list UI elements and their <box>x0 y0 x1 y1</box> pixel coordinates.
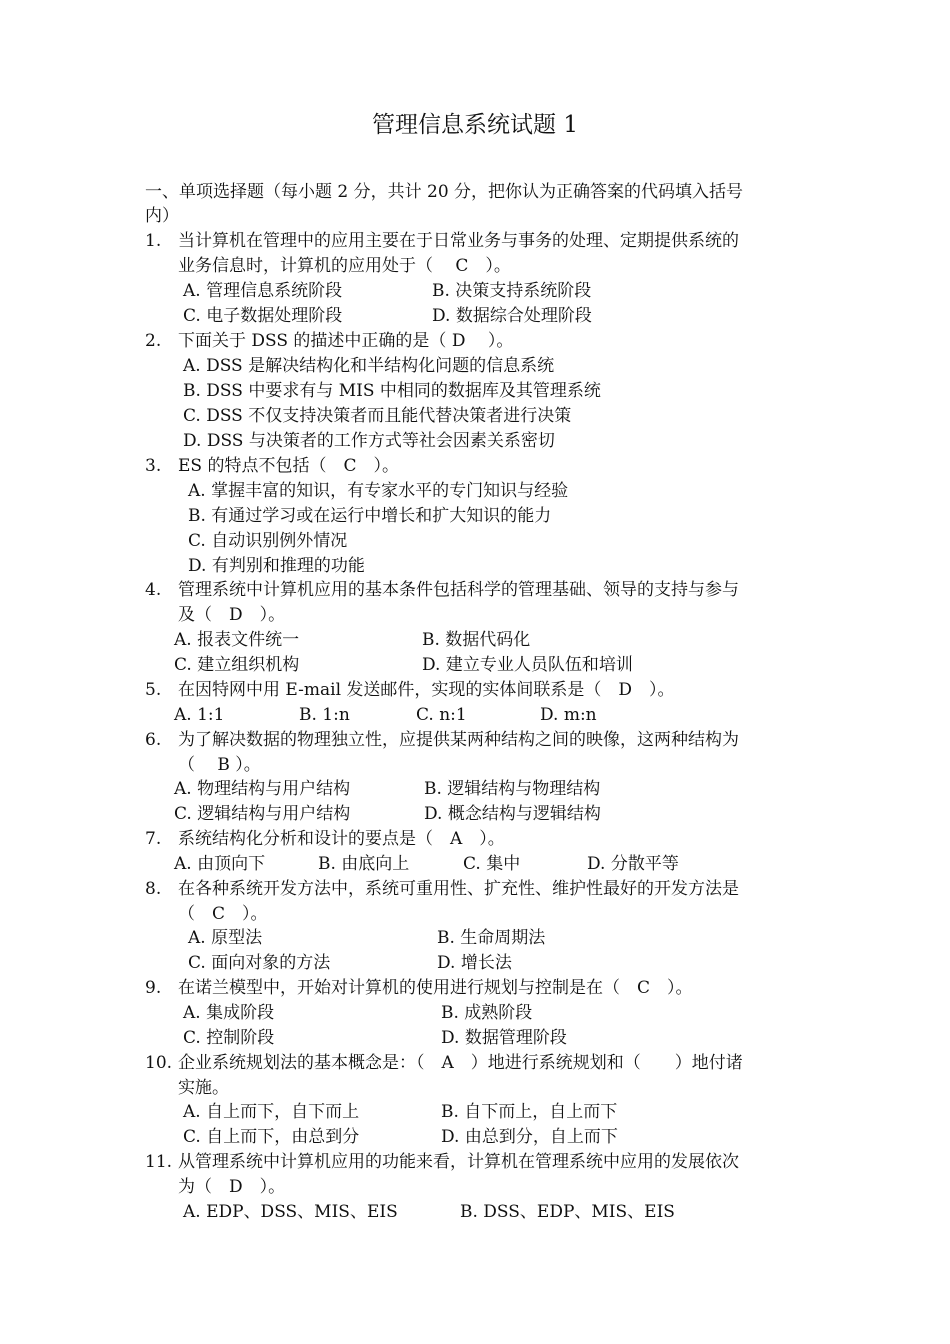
option-c: C. 控制阶段 <box>183 1028 275 1048</box>
option-d: D. 有判别和推理的功能 <box>188 556 365 576</box>
option-b: B. DSS 中要求有与 MIS 中相同的数据库及其管理系统 <box>183 381 601 401</box>
question-number: 2. <box>145 331 162 351</box>
option-a: A. 集成阶段 <box>183 1003 275 1023</box>
question-stem-line: 下面关于 DSS 的描述中正确的是（ D ）。 <box>178 331 514 351</box>
question-stem-line: 当计算机在管理中的应用主要在于日常业务与事务的处理、定期提供系统的 <box>178 231 739 251</box>
question-stem-line: （ B ）。 <box>178 755 261 775</box>
page-title: 管理信息系统试题 1 <box>372 112 578 138</box>
question-number: 5. <box>145 680 162 700</box>
question-stem-line: 企业系统规划法的基本概念是：（ A ）地进行系统规划和（ ）地付诸 <box>178 1053 743 1073</box>
question-stem-line: 在因特网中用 E-mail 发送邮件，实现的实体间联系是（ D ）。 <box>178 680 675 700</box>
question-stem-line: 在诺兰模型中，开始对计算机的使用进行规划与控制是在（ C ）。 <box>178 978 693 998</box>
question-stem-line: 从管理系统中计算机应用的功能来看，计算机在管理系统中应用的发展依次 <box>178 1152 739 1172</box>
option-c: C. n:1 <box>416 705 467 725</box>
option-a: A. 掌握丰富的知识，有专家水平的专门知识与经验 <box>188 481 569 501</box>
question-number: 10. <box>145 1053 173 1073</box>
option-c: C. 自上而下，由总到分 <box>183 1127 360 1147</box>
option-b: B. 生命周期法 <box>437 928 546 948</box>
option-d: D. 数据管理阶段 <box>441 1028 567 1048</box>
question-stem-line: 及（ D ）。 <box>178 605 286 625</box>
question-stem-line: 系统结构化分析和设计的要点是（ A ）。 <box>178 829 505 849</box>
option-d: D. 概念结构与逻辑结构 <box>424 804 601 824</box>
option-b: B. 自下而上，自上而下 <box>441 1102 618 1122</box>
option-a: A. 自上而下，自下而上 <box>183 1102 360 1122</box>
option-b: B. 1:n <box>299 705 350 725</box>
question-number: 9. <box>145 978 162 998</box>
option-a: A. 报表文件统一 <box>174 630 300 650</box>
question-number: 11. <box>145 1152 173 1172</box>
question-number: 6. <box>145 730 162 750</box>
option-b: B. 逻辑结构与物理结构 <box>424 779 601 799</box>
question-stem-line: 实施。 <box>178 1078 229 1098</box>
section-heading-line-1: 一、单项选择题（每小题 2 分，共计 20 分，把你认为正确答案的代码填入括号 <box>145 182 744 202</box>
option-b: B. 数据代码化 <box>422 630 531 650</box>
option-b: B. 由底向上 <box>318 854 410 874</box>
option-c: C. 建立组织机构 <box>174 655 300 675</box>
option-a: A. 由顶向下 <box>174 854 266 874</box>
option-c: C. 集中 <box>463 854 521 874</box>
option-d: D. 分散平等 <box>587 854 679 874</box>
option-c: C. DSS 不仅支持决策者而且能代替决策者进行决策 <box>183 406 572 426</box>
option-c: C. 自动识别例外情况 <box>188 531 348 551</box>
option-a: A. 管理信息系统阶段 <box>183 281 343 301</box>
option-a: A. 物理结构与用户结构 <box>174 779 351 799</box>
question-stem-line: （ C ）。 <box>178 904 268 924</box>
option-c: C. 面向对象的方法 <box>188 953 331 973</box>
question-number: 8. <box>145 879 162 899</box>
option-a: A. 1:1 <box>174 705 225 725</box>
option-d: D. m:n <box>540 705 597 725</box>
question-stem-line: 在各种系统开发方法中，系统可重用性、扩充性、维护性最好的开发方法是 <box>178 879 739 899</box>
option-d: D. 数据综合处理阶段 <box>432 306 592 326</box>
option-c: C. 逻辑结构与用户结构 <box>174 804 351 824</box>
question-stem-line: 管理系统中计算机应用的基本条件包括科学的管理基础、领导的支持与参与 <box>178 580 739 600</box>
question-number: 4. <box>145 580 162 600</box>
question-number: 3. <box>145 456 162 476</box>
option-a: A. EDP、DSS、MIS、EIS <box>183 1202 398 1222</box>
question-number: 1. <box>145 231 162 251</box>
option-a: A. 原型法 <box>188 928 263 948</box>
option-a: A. DSS 是解决结构化和半结构化问题的信息系统 <box>183 356 555 376</box>
option-b: B. 成熟阶段 <box>441 1003 533 1023</box>
option-c: C. 电子数据处理阶段 <box>183 306 343 326</box>
question-stem-line: 为了解决数据的物理独立性，应提供某两种结构之间的映像，这两种结构为 <box>178 730 739 750</box>
question-stem-line: 为（ D ）。 <box>178 1177 286 1197</box>
question-number: 7. <box>145 829 162 849</box>
option-d: D. 建立专业人员队伍和培训 <box>422 655 633 675</box>
option-d: D. 增长法 <box>437 953 512 973</box>
option-b: B. 有通过学习或在运行中增长和扩大知识的能力 <box>188 506 552 526</box>
option-b: B. DSS、EDP、MIS、EIS <box>460 1202 675 1222</box>
option-d: D. 由总到分，自上而下 <box>441 1127 618 1147</box>
question-stem-line: 业务信息时，计算机的应用处于（ C ）。 <box>178 256 511 276</box>
option-b: B. 决策支持系统阶段 <box>432 281 592 301</box>
option-d: D. DSS 与决策者的工作方式等社会因素关系密切 <box>183 431 555 451</box>
section-heading-line-2: 内） <box>145 206 179 226</box>
question-stem-line: ES 的特点不包括（ C ）。 <box>178 456 399 476</box>
